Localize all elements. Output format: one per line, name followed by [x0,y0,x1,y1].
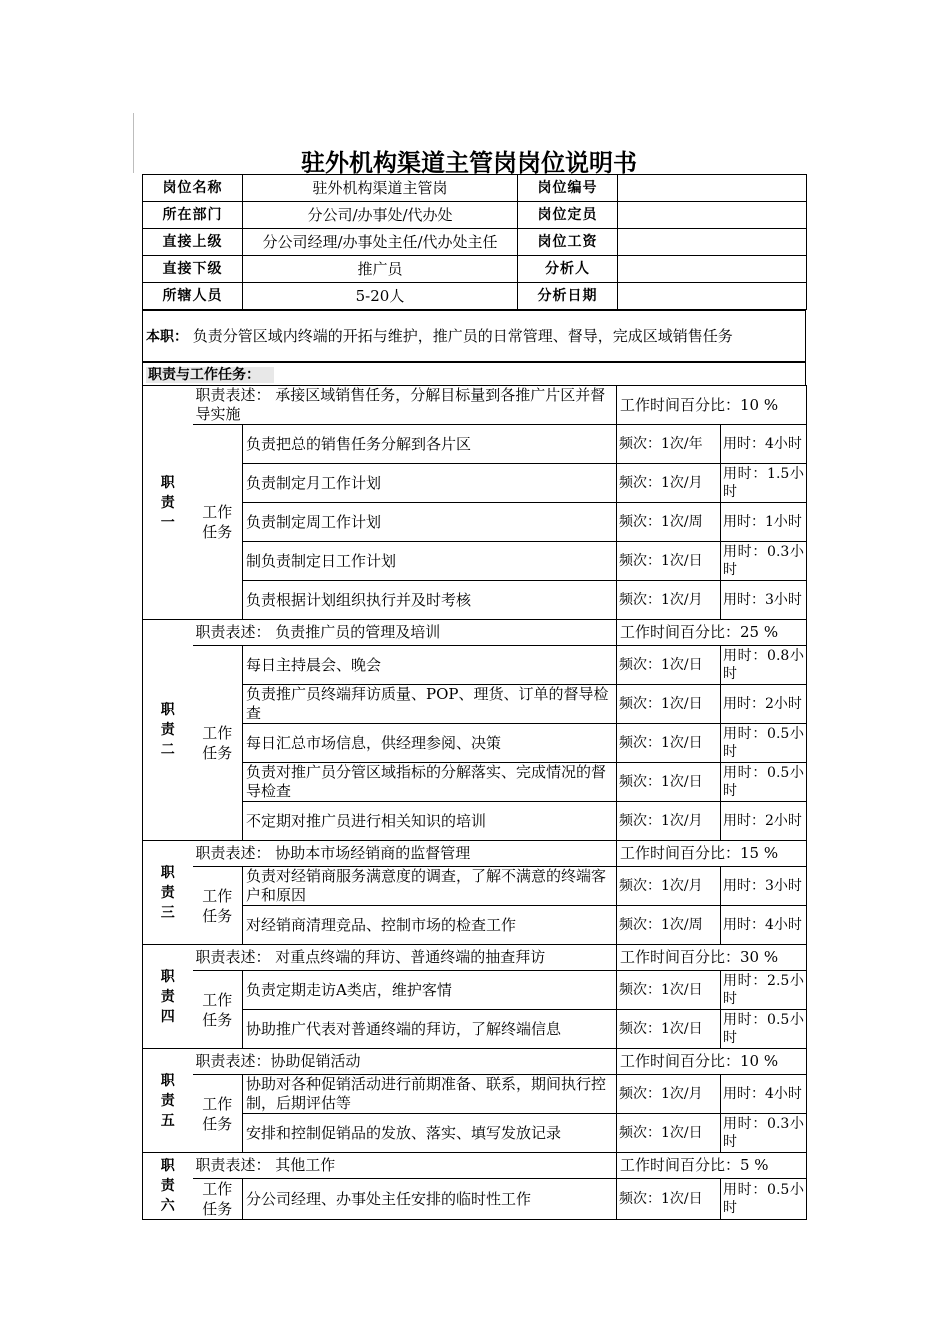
task-text: 负责制定月工作计划 [243,464,617,503]
duty-time-percent: 工作时间百分比：30 % [617,945,807,971]
info-value [618,229,807,256]
duty-name: 职责一 [160,474,175,531]
duty-description: 职责表述： 其他工作 [193,1153,617,1179]
task-text: 负责根据计划组织执行并及时考核 [243,581,617,620]
duty-name: 职责三 [160,864,175,921]
info-value [618,175,807,202]
task-text: 协助对各种促销活动进行前期准备、联系，期间执行控制，后期评估等 [243,1075,617,1114]
task-frequency: 频次：1次/日 [617,1114,721,1153]
task-hours: 用时：4小时 [721,1075,807,1114]
task-group-label [193,646,243,841]
info-label: 分析日期 [518,283,618,310]
task-row [143,503,807,542]
duty-description-row [143,1153,807,1179]
task-frequency: 频次：1次/日 [617,971,721,1010]
info-value: 分公司经理/办事处主任/代办处主任 [243,229,518,256]
info-row [143,175,807,202]
task-frequency: 频次：1次/日 [617,1179,721,1220]
task-text: 不定期对推广员进行相关知识的培训 [243,802,617,841]
task-row [143,1010,807,1049]
task-text: 制负责制定日工作计划 [243,542,617,581]
task-text: 每日主持晨会、晚会 [243,646,617,685]
task-frequency: 频次：1次/月 [617,1075,721,1114]
duty-name: 职责五 [160,1072,175,1129]
task-frequency: 频次：1次/日 [617,763,721,802]
job-description-sheet [142,174,806,1220]
duty-description: 职责表述： 对重点终端的拜访、普通终端的抽查拜访 [193,945,617,971]
task-hours: 用时：0.5小时 [721,763,807,802]
task-row [143,971,807,1010]
task-frequency: 频次：1次/日 [617,1010,721,1049]
task-frequency: 频次：1次/周 [617,906,721,945]
duty-description-row [143,386,807,425]
task-text: 分公司经理、办事处主任安排的临时性工作 [243,1179,617,1220]
task-row [143,542,807,581]
duty-group-label [143,945,193,1049]
task-group-label [193,867,243,945]
task-group-label [193,971,243,1049]
duty-group-label [143,1153,193,1220]
info-label: 所辖人员 [143,283,243,310]
task-row [143,802,807,841]
task-row [143,1114,807,1153]
task-hours: 用时：1.5小时 [721,464,807,503]
task-row [143,581,807,620]
task-text: 负责对推广员分管区域指标的分解落实、完成情况的督导检查 [243,763,617,802]
summary-label: 本职： [146,328,188,345]
task-frequency: 频次：1次/日 [617,685,721,724]
task-group-text: 工作任务 [202,886,233,925]
info-row [143,283,807,310]
duties-header-label: 职责与工作任务： [146,367,274,383]
task-text: 协助推广代表对普通终端的拜访，了解终端信息 [243,1010,617,1049]
duty-time-percent: 工作时间百分比：10 % [617,1049,807,1075]
duty-description: 职责表述： 协助本市场经销商的监督管理 [193,841,617,867]
task-row [143,724,807,763]
task-hours: 用时：0.5小时 [721,1010,807,1049]
job-summary [143,310,806,362]
task-frequency: 频次：1次/日 [617,646,721,685]
task-frequency: 频次：1次/日 [617,542,721,581]
duty-description-row [143,945,807,971]
duty-name: 职责四 [160,968,175,1025]
task-text: 负责把总的销售任务分解到各片区 [243,425,617,464]
page-title: 驻外机构渠道主管岗岗位说明书 [301,149,637,177]
task-frequency: 频次：1次/周 [617,503,721,542]
info-label: 所在部门 [143,202,243,229]
info-table [142,174,807,310]
task-group-text: 工作任务 [202,1094,233,1133]
duty-name: 职责六 [160,1158,175,1214]
task-frequency: 频次：1次/月 [617,802,721,841]
duty-time-percent: 工作时间百分比：10 % [617,386,807,425]
task-row [143,906,807,945]
task-row [143,425,807,464]
task-hours: 用时：0.3小时 [721,1114,807,1153]
info-label: 岗位名称 [143,175,243,202]
duties-table [142,385,807,1220]
task-frequency: 频次：1次/月 [617,581,721,620]
task-hours: 用时：4小时 [721,906,807,945]
info-value [618,283,807,310]
duty-group-label [143,841,193,945]
task-text: 安排和控制促销品的发放、落实、填写发放记录 [243,1114,617,1153]
info-value [618,256,807,283]
info-label: 直接上级 [143,229,243,256]
duty-time-percent: 工作时间百分比：5 % [617,1153,807,1179]
task-text: 负责制定周工作计划 [243,503,617,542]
task-hours: 用时：2.5小时 [721,971,807,1010]
task-row [143,1075,807,1114]
task-row [143,685,807,724]
task-row [143,1179,807,1220]
info-value [618,202,807,229]
duty-group-label [143,620,193,841]
task-group-label [193,1075,243,1153]
task-row [143,646,807,685]
task-frequency: 频次：1次/月 [617,867,721,906]
duty-description-row [143,620,807,646]
info-row [143,202,807,229]
task-text: 负责定期走访A类店，维护客情 [243,971,617,1010]
info-value: 分公司/办事处/代办处 [243,202,518,229]
task-hours: 用时：4小时 [721,425,807,464]
info-row [143,229,807,256]
info-label: 直接下级 [143,256,243,283]
info-value: 推广员 [243,256,518,283]
duty-group-label [143,386,193,620]
task-group-text: 工作任务 [202,1180,233,1218]
duty-description-row [143,841,807,867]
task-hours: 用时：3小时 [721,581,807,620]
task-hours: 用时：0.5小时 [721,724,807,763]
task-hours: 用时：0.3小时 [721,542,807,581]
task-text: 负责对经销商服务满意度的调查，了解不满意的终端客户和原因 [243,867,617,906]
info-label: 岗位定员 [518,202,618,229]
task-frequency: 频次：1次/年 [617,425,721,464]
task-row [143,464,807,503]
summary-table [142,309,806,386]
task-hours: 用时：0.8小时 [721,646,807,685]
task-row [143,867,807,906]
duty-name: 职责二 [160,702,175,758]
duty-description: 职责表述： 承接区域销售任务，分解目标量到各推广片区并督导实施 [193,386,617,425]
task-hours: 用时：1小时 [721,503,807,542]
task-group-text: 工作任务 [202,724,233,762]
task-hours: 用时：0.5小时 [721,1179,807,1220]
task-group-label [193,425,243,620]
duties-header [143,362,806,386]
info-value: 驻外机构渠道主管岗 [243,175,518,202]
info-value: 5-20人 [243,283,518,310]
duty-description-row [143,1049,807,1075]
info-label: 岗位编号 [518,175,618,202]
duty-description: 职责表述：协助促销活动 [193,1049,617,1075]
task-group-text: 工作任务 [202,503,233,541]
summary-text: 负责分管区域内终端的开拓与维护，推广员的日常管理、督导，完成区域销售任务 [192,326,733,345]
duty-description: 职责表述： 负责推广员的管理及培训 [193,620,617,646]
info-label: 岗位工资 [518,229,618,256]
task-group-label [193,1179,243,1220]
task-row [143,763,807,802]
duty-time-percent: 工作时间百分比：15 % [617,841,807,867]
task-hours: 用时：3小时 [721,867,807,906]
task-text: 对经销商清理竞品、控制市场的检查工作 [243,906,617,945]
task-hours: 用时：2小时 [721,802,807,841]
task-text: 每日汇总市场信息，供经理参阅、决策 [243,724,617,763]
info-label: 分析人 [518,256,618,283]
task-text: 负责推广员终端拜访质量、POP、理货、订单的督导检查 [243,685,617,724]
duty-time-percent: 工作时间百分比：25 % [617,620,807,646]
task-frequency: 频次：1次/日 [617,724,721,763]
task-group-text: 工作任务 [202,990,233,1029]
task-hours: 用时：2小时 [721,685,807,724]
duty-group-label [143,1049,193,1153]
task-frequency: 频次：1次/月 [617,464,721,503]
info-row [143,256,807,283]
